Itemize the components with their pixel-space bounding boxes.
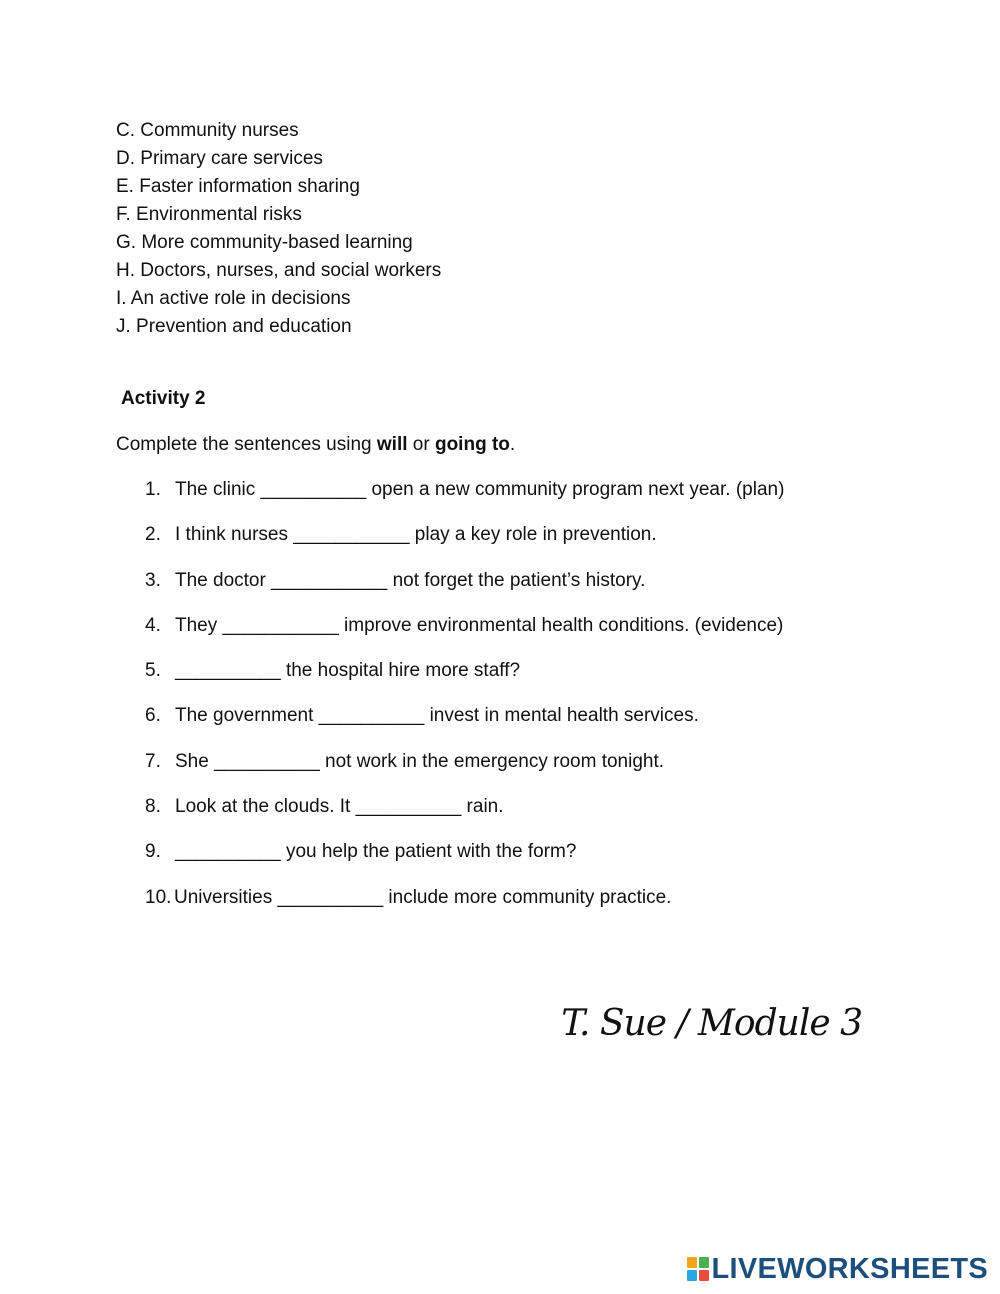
sentence-text: The government __________ invest in mental health services.	[175, 705, 699, 727]
sentence-number: 7.	[145, 750, 161, 772]
sentence-list	[145, 476, 784, 929]
sentence-number: 10.	[145, 886, 172, 908]
sentence-item	[145, 476, 784, 521]
sentence-item	[145, 657, 784, 702]
logo-square-1	[687, 1257, 697, 1268]
sentence-number: 6.	[145, 705, 161, 727]
sentence-item	[145, 521, 784, 566]
sentence-number: 4.	[145, 614, 161, 636]
sentence-text: Universities __________ include more community practice.	[174, 886, 672, 908]
instruction-going-to: going to	[434, 434, 510, 455]
option-j: J. Prevention and education	[116, 316, 352, 337]
brand-name: LIVEWORKSHEETS	[711, 1253, 988, 1285]
sentence-item	[145, 612, 784, 657]
sentence-item	[145, 793, 784, 838]
sentence-number: 8.	[145, 796, 161, 818]
option-c: C. Community nurses	[116, 120, 299, 141]
sentence-number: 9.	[145, 841, 161, 863]
liveworksheets-logo-icon	[687, 1257, 709, 1281]
sentence-number: 3.	[145, 569, 161, 591]
option-d: D. Primary care services	[116, 148, 323, 169]
sentence-text: She __________ not work in the emergency room tonight.	[175, 750, 665, 772]
instruction-will: will	[376, 434, 408, 455]
option-h: H. Doctors, nurses, and social workers	[116, 260, 442, 281]
sentence-text: They ___________ improve environmental health conditions. (evidence)	[175, 614, 784, 636]
answer-options-list	[116, 117, 441, 341]
liveworksheets-brand[interactable]	[687, 1253, 989, 1285]
activity-title: Activity 2	[121, 388, 206, 409]
sentence-text: I think nurses ___________ play a key role in prevention.	[175, 524, 657, 546]
sentence-item	[145, 838, 784, 883]
option-g: G. More community-based learning	[116, 232, 413, 253]
logo-square-3	[687, 1270, 697, 1281]
sentence-item	[145, 567, 784, 612]
activity-instructions	[116, 431, 515, 459]
sentence-number: 5.	[145, 660, 161, 682]
author-signature: T. Sue / Module 3	[561, 1003, 862, 1044]
sentence-item	[145, 748, 784, 793]
sentence-number: 1.	[145, 479, 161, 500]
sentence-text: The clinic __________ open a new community program next year. (plan)	[175, 479, 785, 500]
logo-square-2	[699, 1257, 709, 1268]
sentence-number: 2.	[145, 524, 161, 546]
instruction-prefix: Complete the sentences using	[116, 434, 377, 455]
sentence-text: __________ the hospital hire more staff?	[175, 660, 521, 682]
sentence-text: __________ you help the patient with the form?	[175, 841, 577, 863]
instruction-or: or	[407, 434, 435, 455]
sentence-text: The doctor ___________ not forget the patient’s history.	[175, 569, 646, 591]
option-e: E. Faster information sharing	[116, 176, 360, 197]
logo-square-4	[699, 1270, 709, 1281]
sentence-item	[145, 884, 784, 929]
sentence-text: Look at the clouds. It __________ rain.	[175, 796, 504, 818]
instruction-suffix: .	[509, 434, 516, 455]
option-f: F. Environmental risks	[116, 204, 302, 225]
option-i: I. An active role in decisions	[116, 288, 351, 309]
sentence-item	[145, 702, 784, 747]
